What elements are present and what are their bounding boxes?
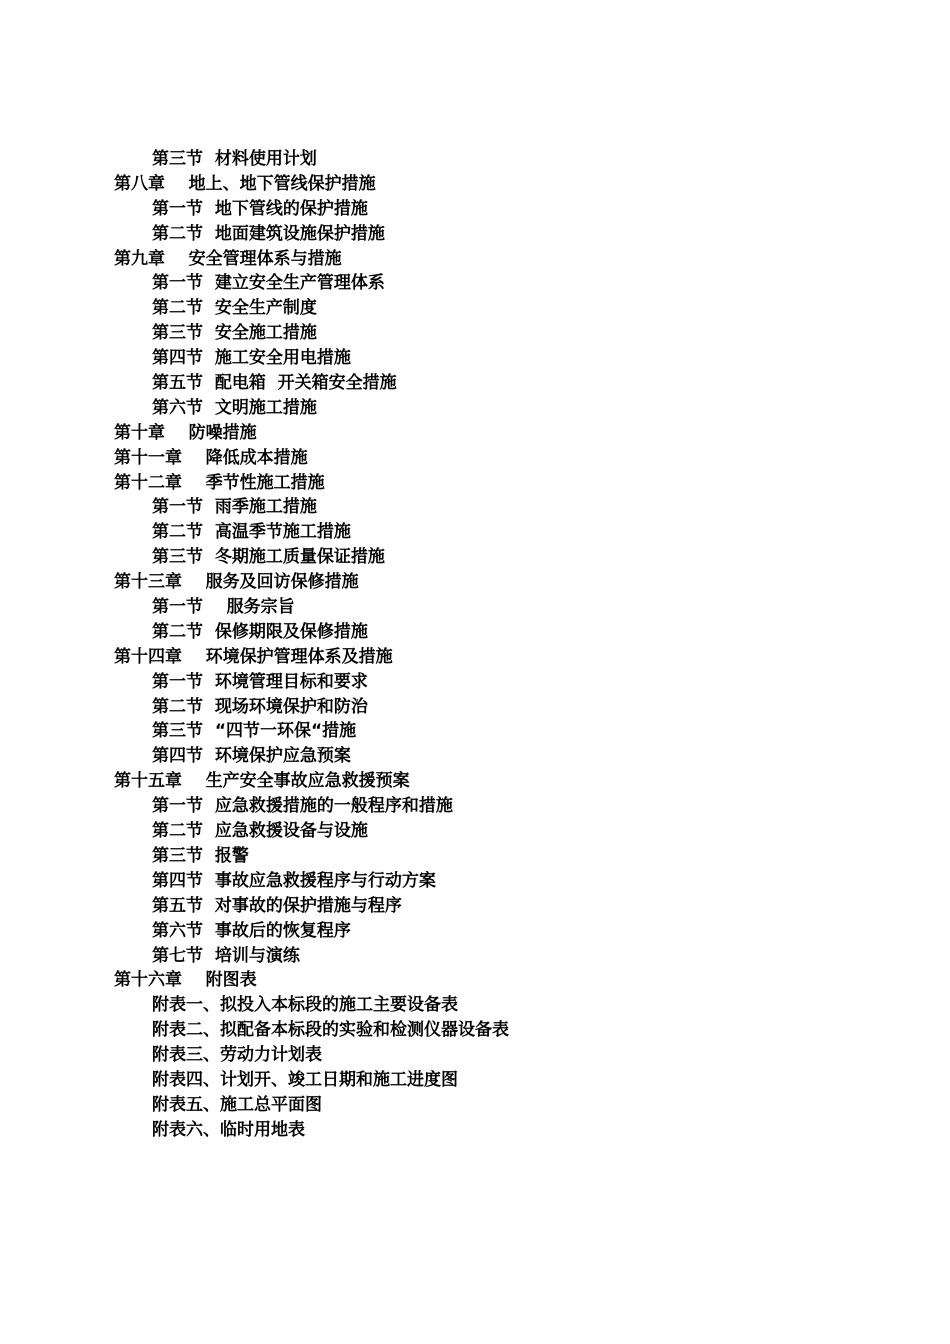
toc-entry: 第十五章 生产安全事故应急救援预案	[114, 771, 410, 792]
table-of-contents	[114, 147, 894, 1143]
toc-entry: 第六节 事故后的恢复程序	[152, 920, 351, 941]
toc-entry: 第二节 现场环境保护和防治	[152, 696, 368, 717]
toc-entry: 第二节 应急救援设备与设施	[152, 821, 368, 842]
toc-entry: 附表六、临时用地表	[152, 1119, 305, 1140]
toc-entry: 第五节 配电箱 开关箱安全措施	[152, 373, 397, 394]
toc-entry: 第一节 地下管线的保护措施	[152, 198, 368, 219]
toc-entry: 第二节 地面建筑设施保护措施	[152, 223, 385, 244]
toc-entry: 第十六章 附图表	[114, 970, 257, 991]
toc-entry: 第二节 高温季节施工措施	[152, 522, 351, 543]
toc-entry: 第一节 服务宗旨	[152, 597, 295, 618]
toc-entry: 第六节 文明施工措施	[152, 397, 317, 418]
toc-entry: 第二节 安全生产制度	[152, 298, 317, 319]
toc-entry: 第三节 “四节一环保“措施	[152, 721, 357, 742]
toc-entry: 附表四、计划开、竣工日期和施工进度图	[152, 1069, 458, 1090]
toc-entry: 第九章 安全管理体系与措施	[114, 248, 342, 269]
toc-entry: 第十二章 季节性施工措施	[114, 472, 325, 493]
toc-entry: 第七节 培训与演练	[152, 945, 300, 966]
toc-entry: 第三节 安全施工措施	[152, 323, 317, 344]
toc-entry: 第三节 材料使用计划	[152, 149, 317, 169]
toc-entry: 第一节 应急救援措施的一般程序和措施	[152, 796, 453, 817]
toc-entry: 第四节 施工安全用电措施	[152, 348, 351, 369]
toc-entry: 第三节 冬期施工质量保证措施	[152, 547, 385, 568]
toc-entry: 附表三、劳动力计划表	[152, 1045, 322, 1066]
toc-entry: 附表一、拟投入本标段的施工主要设备表	[152, 995, 458, 1016]
toc-entry: 第一节 雨季施工措施	[152, 497, 317, 518]
toc-entry: 附表二、拟配备本标段的实验和检测仪器设备表	[152, 1020, 509, 1041]
toc-entry: 第四节 事故应急救援程序与行动方案	[152, 870, 436, 891]
toc-entry: 第十四章 环境保护管理体系及措施	[114, 646, 393, 667]
toc-entry: 第五节 对事故的保护措施与程序	[152, 895, 402, 916]
toc-entry: 第四节 环境保护应急预案	[152, 746, 351, 767]
toc-entry: 第十一章 降低成本措施	[114, 447, 308, 468]
toc-entry: 第三节 报警	[152, 845, 249, 866]
toc-entry: 第一节 建立安全生产管理体系	[152, 273, 385, 294]
toc-entry: 第一节 环境管理目标和要求	[152, 671, 368, 692]
toc-entry: 第十章 防噪措施	[114, 422, 257, 443]
toc-entry: 附表五、施工总平面图	[152, 1094, 322, 1115]
toc-entry: 第八章 地上、地下管线保护措施	[114, 173, 376, 194]
toc-entry: 第二节 保修期限及保修措施	[152, 621, 368, 642]
toc-entry: 第十三章 服务及回访保修措施	[114, 572, 359, 593]
